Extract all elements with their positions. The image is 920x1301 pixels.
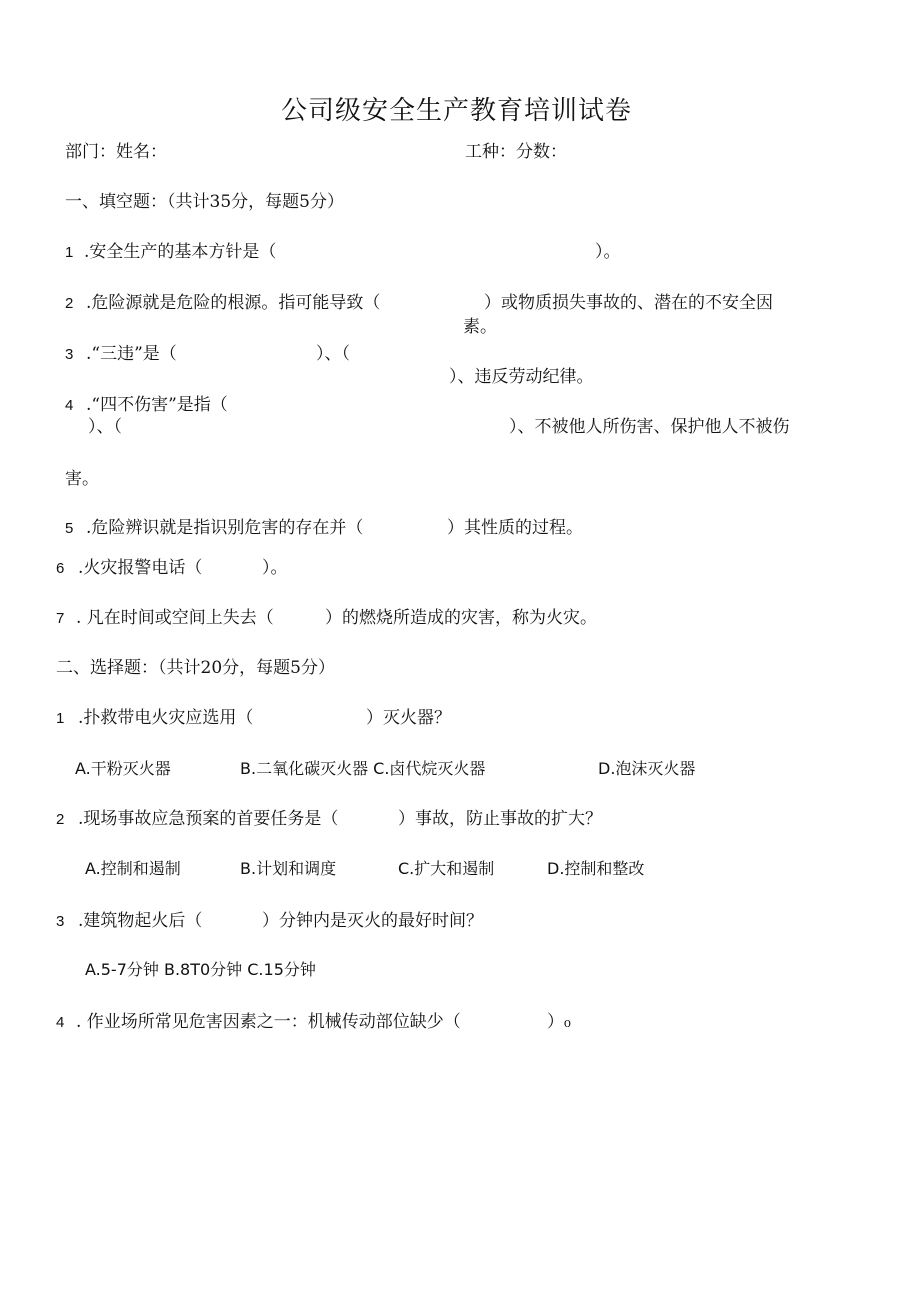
question-text: .现场事故应急预案的首要任务是（ xyxy=(78,809,339,829)
question-text: .建筑物起火后（ xyxy=(78,911,203,931)
question-number: 3 xyxy=(65,346,74,363)
question-line2-a: ）、（ xyxy=(88,417,122,437)
question-tail: ）。 xyxy=(262,558,288,578)
options-a-b-c: A.5-7分钟 B.8T0分钟 C.15分钟 xyxy=(85,960,316,979)
question-tail: ）事故，防止事故的扩大？ xyxy=(398,809,602,829)
question-text: .危险源就是危险的根源。指可能导致（ xyxy=(86,293,381,313)
question-tail: 素。 xyxy=(463,317,497,337)
question-tail: 害。 xyxy=(65,469,99,489)
question-text: . 作业场所常见危害因素之一：机械传动部位缺少（ xyxy=(76,1012,461,1032)
option-b-c: B.二氧化碳灭火器 C.卤代烷灭火器 xyxy=(240,759,486,778)
question-text: .火灾报警电话（ xyxy=(78,558,203,578)
question-mid: ）或物质损失事故的、潜在的不安全因 xyxy=(484,293,773,313)
question-text: .“四不伤害”是指（ xyxy=(86,395,228,415)
question-number: 1 xyxy=(65,244,74,261)
question-tail: ）分钟内是灭火的最好时间？ xyxy=(262,911,483,931)
option-d: D.泡沫灭火器 xyxy=(598,759,696,778)
option-d: D.控制和整改 xyxy=(547,859,645,878)
option-c: C.扩大和遏制 xyxy=(398,859,495,878)
question-number: 4 xyxy=(65,397,74,414)
option-a: A.干粉灭火器 xyxy=(75,759,171,778)
question-text: . 凡在时间或空间上失去（ xyxy=(76,608,274,628)
question-number: 3 xyxy=(56,913,65,930)
question-tail: ）₀ xyxy=(547,1012,571,1032)
job-score-field: 工种：分数： xyxy=(465,142,567,162)
question-tail: ）、违反劳动纪律。 xyxy=(449,367,594,387)
section2-heading: 二、选择题：（共计20分，每题5分） xyxy=(56,658,335,678)
question-number: 2 xyxy=(65,295,74,312)
question-number: 4 xyxy=(56,1014,65,1031)
department-name-field: 部门：姓名： xyxy=(65,142,167,162)
question-tail: ）的燃烧所造成的灾害，称为火灾。 xyxy=(325,608,597,628)
question-tail: ）。 xyxy=(595,242,621,262)
question-number: 2 xyxy=(56,811,65,828)
question-text: .扑救带电火灾应选用（ xyxy=(78,708,254,728)
question-text: .“三违”是（ xyxy=(86,344,177,364)
question-number: 1 xyxy=(56,710,65,727)
page-title: 公司级安全生产教育培训试卷 xyxy=(281,96,633,126)
question-number: 7 xyxy=(56,610,65,627)
option-a: A.控制和遏制 xyxy=(85,859,181,878)
question-line2-b: ）、不被他人所伤害、保护他人不被伤 xyxy=(509,417,790,437)
question-number: 6 xyxy=(56,560,65,577)
question-text: .安全生产的基本方针是（ xyxy=(84,242,277,262)
section1-heading: 一、填空题：（共计35分，每题5分） xyxy=(65,192,344,212)
question-text: .危险辨识就是指识别危害的存在并（ xyxy=(86,518,364,538)
question-number: 5 xyxy=(65,520,74,537)
option-b: B.计划和调度 xyxy=(240,859,337,878)
question-mid: ）、（ xyxy=(316,344,350,364)
question-tail: ）灭火器？ xyxy=(366,708,451,728)
question-tail: ）其性质的过程。 xyxy=(447,518,583,538)
